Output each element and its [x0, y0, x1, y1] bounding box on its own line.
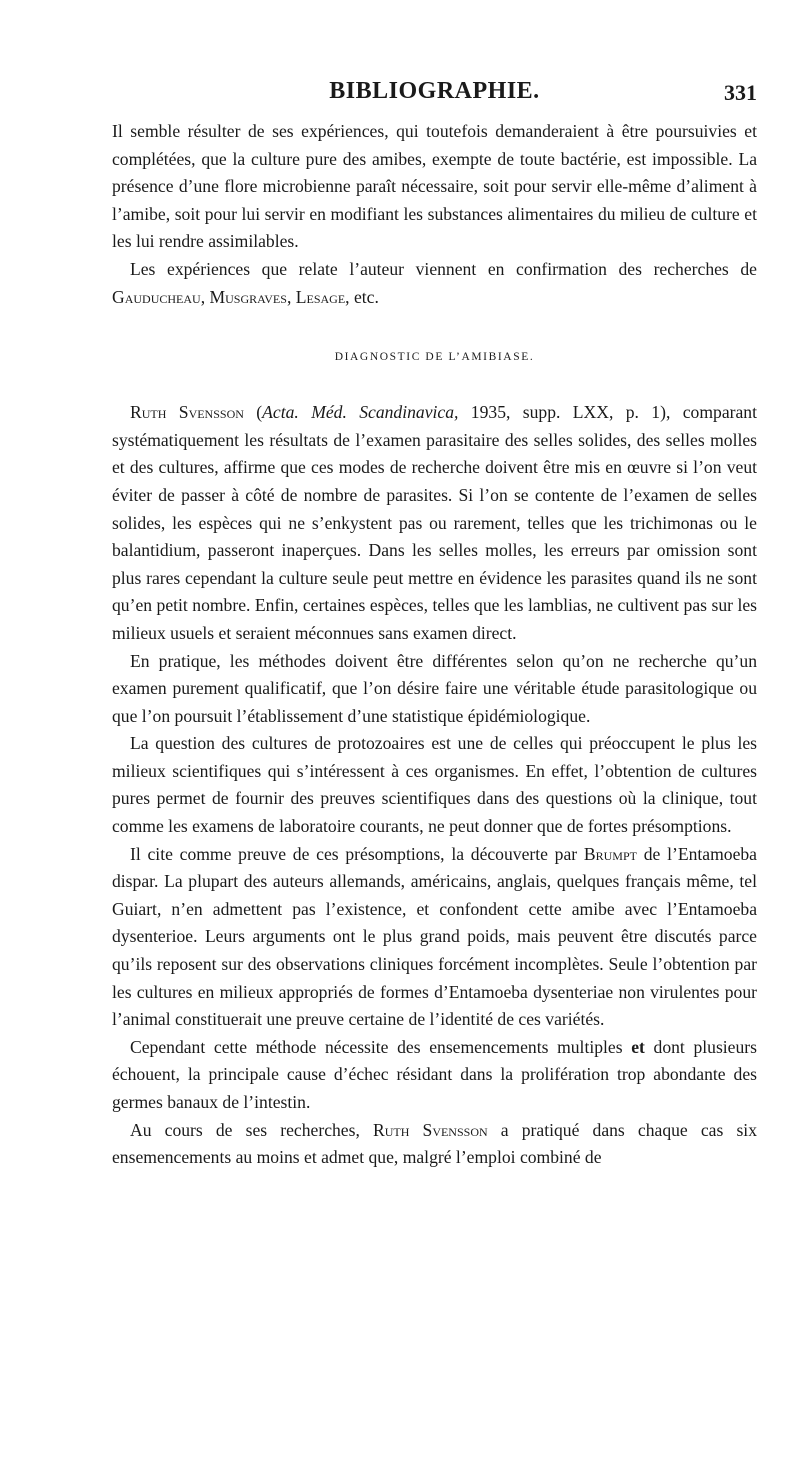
paragraph	[112, 1034, 757, 1117]
page	[112, 70, 757, 1172]
paragraph: En pratique, les méthodes doivent être différentes selon qu’on ne recherche qu’un examen purement qualificatif, que l’on désire faire une véritable étude parasitologique ou que l’on poursuit l’établissement d’une statistique épidémiologique.	[112, 650, 757, 726]
author-name: Ruth Svensson	[373, 1119, 488, 1140]
author-name: Brumpt	[583, 843, 637, 864]
text: Cependant cette méthode nécessite des ensemencements multiples	[130, 1036, 632, 1057]
text: Au cours de ses recherches,	[130, 1119, 373, 1140]
paragraph: Il semble résulter de ses expériences, qui toutefois demanderaient à être poursuivies et complétées, que la culture pure des amibes, exempte de toute bactérie, est impossible. La présence d’une flore microbienne paraît nécessaire, soit pour servir elle-même d’aliment à l’amibe, soit pour lui servir en modifiant les substances alimentaires du milieu de culture et les lui rendre assimilables.	[112, 121, 757, 252]
text: 1935, supp. LXX, p. 1), comparant systématiquement les résultats de l’examen parasitaire des selles solides, des selles molles et des cultures, affirme que ces modes de recherche doivent être mis en œuvre si l’on veut éviter de passer à côté de nombre de parasites. Si l’on se contente de l’examen de selles solides, les espèces qui ne s’enkystent pas ou rarement, telles que les trichimonas ou le balantidium, passeront inaperçues. Dans les selles molles, les erreurs par omission sont plus rares cependant la culture seule peut mettre en évidence les parasites quand ils ne sont qu’en petit nombre. Enfin, certaines espèces, telles que les lamblias, ne cultivent pas sur les milieux usuels et seraient méconnues sans examen direct.	[112, 402, 757, 643]
section-heading: DIAGNOSTIC DE L’AMIBIASE.	[334, 351, 535, 364]
paragraph	[112, 256, 757, 311]
page-header	[112, 70, 757, 110]
text: (	[243, 402, 263, 423]
paragraph	[112, 399, 757, 647]
text: a pratiqué dans chaque cas six ensemencements au moins et admet que, malgré l’emploi combiné de	[112, 1119, 757, 1168]
author-names: Gauducheau, Musgraves, Lesage	[112, 286, 346, 307]
text: , etc.	[345, 286, 379, 307]
text: Les expériences que relate l’auteur viennent en confirmation des recherches de	[130, 258, 757, 279]
running-title: BIBLIOGRAPHIE.	[329, 78, 540, 104]
paragraph: La question des cultures de protozoaires est une de celles qui préoccupent le plus les milieux scientifiques qui s’intéressent à ces organismes. En effet, l’obtention de cultures pures permet de fournir des preuves scientifiques dans des questions où la clinique, tout comme les examens de laboratoire courants, ne peut donner que de fortes présomptions.	[112, 733, 757, 837]
bold-word: et	[631, 1036, 645, 1057]
text: dont plusieurs échouent, la principale cause d’échec résidant dans la prolifération trop abondante des germes banaux de l’intestin.	[112, 1036, 757, 1112]
journal-title: Acta. Méd. Scandinavica,	[262, 402, 459, 423]
text: Il cite comme preuve de ces présomptions, la découverte par	[130, 843, 584, 864]
paragraph	[112, 841, 757, 1034]
author-name: Ruth Svensson	[130, 402, 244, 423]
text: de l’Entamoeba dispar. La plupart des auteurs allemands, américains, anglais, quelques français même, tel Guiart, n’en admettent pas l’existence, et confondent cette amibe avec l’Entamoeba dysenterioe. Leurs arguments ont le plus grand poids, mais peuvent être discutés parce qu’ils reposent sur des observations cliniques forcément incomplètes. Seule l’obtention par les cultures en milieux appropriés de formes d’Entamoeba dysenteriae non virulentes pour l’animal constituerait une preuve certaine de l’identité de ces variétés.	[112, 843, 757, 1030]
paragraph	[112, 1117, 757, 1172]
page-number: 331	[724, 80, 757, 105]
